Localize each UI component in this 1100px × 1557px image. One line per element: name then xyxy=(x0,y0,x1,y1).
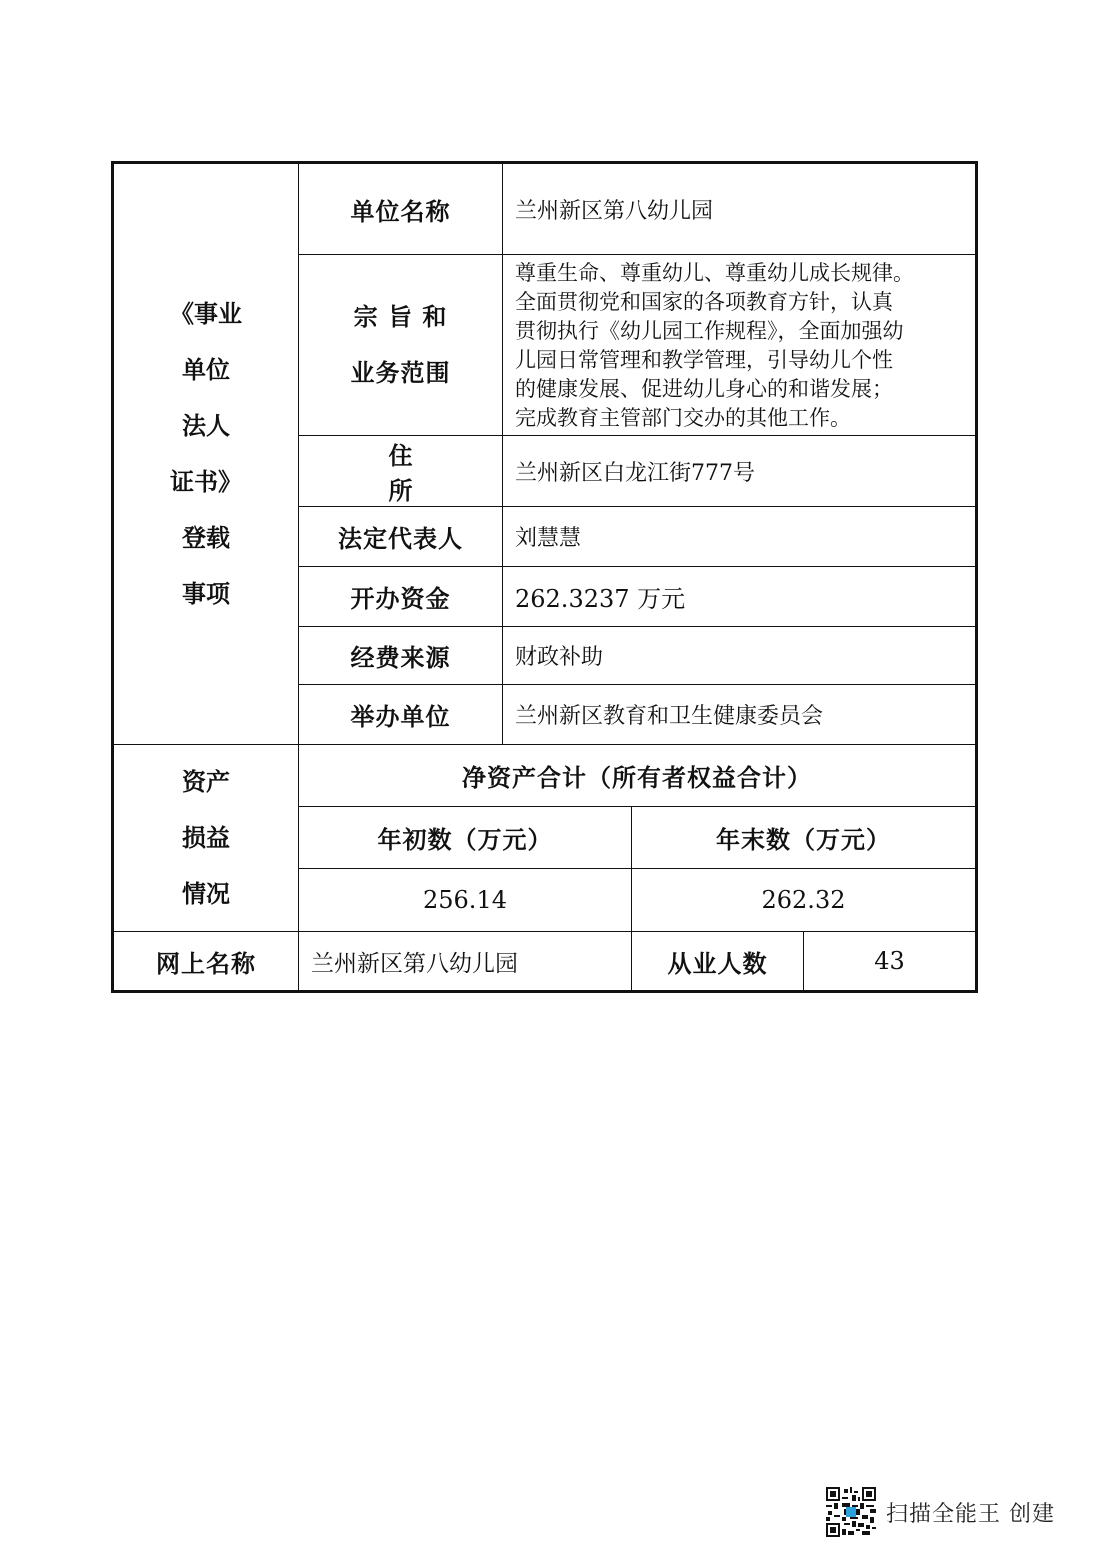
funding-label: 经费来源 xyxy=(299,627,503,685)
sponsor-label: 举办单位 xyxy=(299,685,503,745)
purpose-line: 贯彻执行《幼儿园工作规程》，全面加强幼 xyxy=(515,319,904,343)
capital-value: 262.3237 万元 xyxy=(503,567,977,627)
side-title-line: 单位 xyxy=(182,355,230,384)
staff-count-value: 43 xyxy=(804,932,977,992)
purpose-label xyxy=(299,255,503,436)
funding-value: 财政补助 xyxy=(503,627,977,685)
purpose-line: 全面贯彻党和国家的各项教育方针，认真 xyxy=(515,290,893,314)
asset-title-line: 情况 xyxy=(182,879,230,908)
qr-code-icon xyxy=(826,1487,876,1537)
online-name-label: 网上名称 xyxy=(113,932,299,992)
row-assets-header xyxy=(113,745,977,807)
purpose-label-line: 业务范围 xyxy=(350,358,451,387)
purpose-line: 尊重生命、尊重幼儿、尊重幼儿成长规律。 xyxy=(515,261,914,285)
side-title-line: 登载 xyxy=(182,523,230,552)
staff-count-label: 从业人数 xyxy=(632,932,804,992)
purpose-value xyxy=(503,255,977,436)
legal-rep-label: 法定代表人 xyxy=(299,507,503,567)
asset-section-title xyxy=(113,745,299,932)
end-year-value: 262.32 xyxy=(632,869,977,932)
side-title-line: 证书》 xyxy=(170,467,242,496)
purpose-line: 完成教育主管部门交办的其他工作。 xyxy=(515,406,851,430)
unit-name-value: 兰州新区第八幼儿园 xyxy=(503,163,977,255)
purpose-line: 儿园日常管理和教学管理，引导幼儿个性 xyxy=(515,348,893,372)
online-name-value: 兰州新区第八幼儿园 xyxy=(299,932,632,992)
address-value: 兰州新区白龙江街777号 xyxy=(503,436,977,507)
scanner-watermark xyxy=(826,1488,1055,1536)
side-title-line: 事项 xyxy=(182,579,230,608)
asset-title-line: 损益 xyxy=(182,823,230,852)
begin-year-value: 256.14 xyxy=(299,869,632,932)
certificate-items-title xyxy=(113,163,299,745)
row-online xyxy=(113,932,977,992)
purpose-label-line: 宗 旨 和 xyxy=(353,302,448,331)
asset-title-line: 资产 xyxy=(182,767,230,796)
end-year-label: 年末数（万元） xyxy=(632,807,977,869)
sponsor-value: 兰州新区教育和卫生健康委员会 xyxy=(503,685,977,745)
side-title-line: 《事业 xyxy=(170,299,242,328)
net-assets-header: 净资产合计（所有者权益合计） xyxy=(299,745,977,807)
side-title-line: 法人 xyxy=(182,411,230,440)
purpose-line: 的健康发展、促进幼儿身心的和谐发展； xyxy=(515,377,893,401)
address-label: 住 所 xyxy=(299,436,503,507)
registration-table xyxy=(111,161,978,993)
legal-rep-value: 刘慧慧 xyxy=(503,507,977,567)
capital-label: 开办资金 xyxy=(299,567,503,627)
watermark-text: 扫描全能王 创建 xyxy=(886,1501,1055,1527)
row-unit-name xyxy=(113,163,977,255)
begin-year-label: 年初数（万元） xyxy=(299,807,632,869)
unit-name-label: 单位名称 xyxy=(299,163,503,255)
